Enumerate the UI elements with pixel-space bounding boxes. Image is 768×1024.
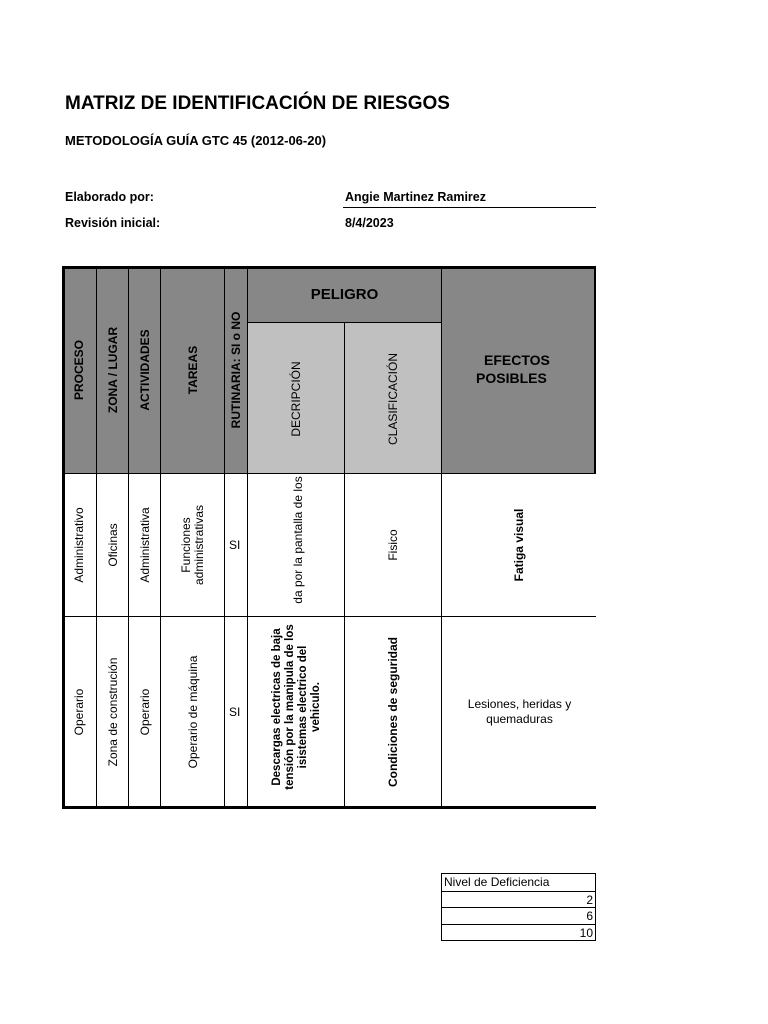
header-peligro-label: PELIGRO	[310, 285, 379, 303]
header-tareas-label: TAREAS	[185, 345, 200, 395]
row2-efectos-line2: quemaduras	[486, 712, 553, 726]
row1-zona-text: Oficinas	[105, 523, 120, 567]
row1-rutinaria	[224, 473, 247, 616]
header-clasificacion-label: CLASIFICACIÓN	[386, 352, 400, 445]
row1-descripcion-text: da por la pantalla de los	[291, 476, 305, 604]
elaborado-label: Elaborado por:	[65, 190, 154, 204]
elaborado-value: Angie Martinez Ramirez	[345, 190, 487, 204]
row2-efectos-text	[442, 697, 596, 727]
header-proceso	[62, 266, 96, 474]
row2-efectos-line1: Lesiones, heridas y	[467, 697, 572, 711]
deficiencia-table	[441, 873, 596, 941]
table-border-bottom	[62, 806, 596, 809]
row1-clasificacion-text: Fisico	[386, 529, 400, 561]
row1-tareas-line2: administrativas	[191, 504, 206, 586]
risk-matrix-table	[62, 266, 596, 809]
table-border-right	[594, 266, 596, 474]
row2-descripcion-line4: vehiculo.	[310, 682, 322, 732]
row2-efectos	[441, 616, 596, 807]
row2-descripcion	[247, 616, 344, 807]
row2-proceso	[62, 616, 96, 807]
row2-rutinaria	[224, 616, 247, 807]
row2-tareas-text: Operario de máquina	[185, 655, 200, 769]
row1-tareas-text	[180, 505, 206, 585]
row1-proceso	[62, 473, 96, 616]
header-efectos-line1: EFECTOS	[484, 352, 550, 368]
row1-clasificacion	[344, 473, 441, 616]
header-zona	[96, 266, 128, 474]
row1-efectos	[441, 473, 596, 616]
table-border-left	[62, 266, 65, 809]
deficiencia-value: 2	[442, 891, 595, 908]
row2-actividades-text: Operario	[137, 688, 152, 736]
header-zona-label: ZONA / LUGAR	[105, 326, 120, 414]
page-title: MATRIZ DE IDENTIFICACIÓN DE RIESGOS	[65, 93, 450, 114]
elaborado-underline	[343, 207, 596, 208]
header-efectos-line2: POSIBLES	[476, 370, 547, 386]
row2-zona-text: Zona de construción	[105, 657, 120, 767]
revision-label: Revisión inicial:	[65, 216, 161, 230]
header-efectos	[441, 266, 596, 474]
row2-rutinaria-text: SI	[229, 705, 241, 719]
revision-value: 8/4/2023	[345, 216, 394, 230]
row2-clasificacion	[344, 616, 441, 807]
deficiencia-value: 6	[442, 907, 595, 924]
row2-clasificacion-text: Condiciones de seguridad	[386, 636, 400, 788]
header-peligro	[247, 266, 441, 322]
row2-descripcion-text	[271, 624, 323, 790]
header-tareas	[160, 266, 224, 474]
header-descripcion	[247, 322, 344, 474]
deficiencia-value: 10	[442, 924, 595, 941]
row2-actividades	[128, 616, 160, 807]
row1-zona	[96, 473, 128, 616]
row1-tareas-line1: Funciones	[178, 517, 193, 573]
row2-descripcion-line3: isistemas electrico del	[297, 645, 309, 769]
header-actividades-label: ACTIVIDADES	[137, 329, 152, 411]
header-rutinaria	[224, 266, 247, 474]
row2-zona	[96, 616, 128, 807]
row1-rutinaria-text: SI	[229, 538, 241, 552]
header-descripcion-label: DECRIPCIÓN	[289, 360, 303, 437]
page-subtitle: METODOLOGÍA GUÍA GTC 45 (2012-06-20)	[65, 133, 327, 148]
deficiencia-header: Nivel de Deficiencia	[444, 875, 550, 889]
header-clasificacion	[344, 322, 441, 474]
row1-actividades	[128, 473, 160, 616]
row2-descripcion-line2: tensión por la manipula de los	[284, 624, 296, 790]
row1-tareas	[160, 473, 224, 616]
header-actividades	[128, 266, 160, 474]
header-rutinaria-label: RUTINARIA: SI o NO	[229, 311, 243, 429]
row1-descripcion	[247, 473, 344, 616]
row1-actividades-text: Administrativa	[137, 507, 152, 583]
row2-tareas	[160, 616, 224, 807]
table-border-top	[62, 266, 596, 269]
row1-proceso-text: Administrativo	[72, 507, 86, 583]
row2-proceso-text: Operario	[72, 688, 86, 736]
header-proceso-label: PROCESO	[72, 339, 86, 401]
row1-efectos-text: Fatiga visual	[512, 508, 526, 582]
row2-descripcion-line1: Descargas electricas de baja	[271, 628, 283, 786]
